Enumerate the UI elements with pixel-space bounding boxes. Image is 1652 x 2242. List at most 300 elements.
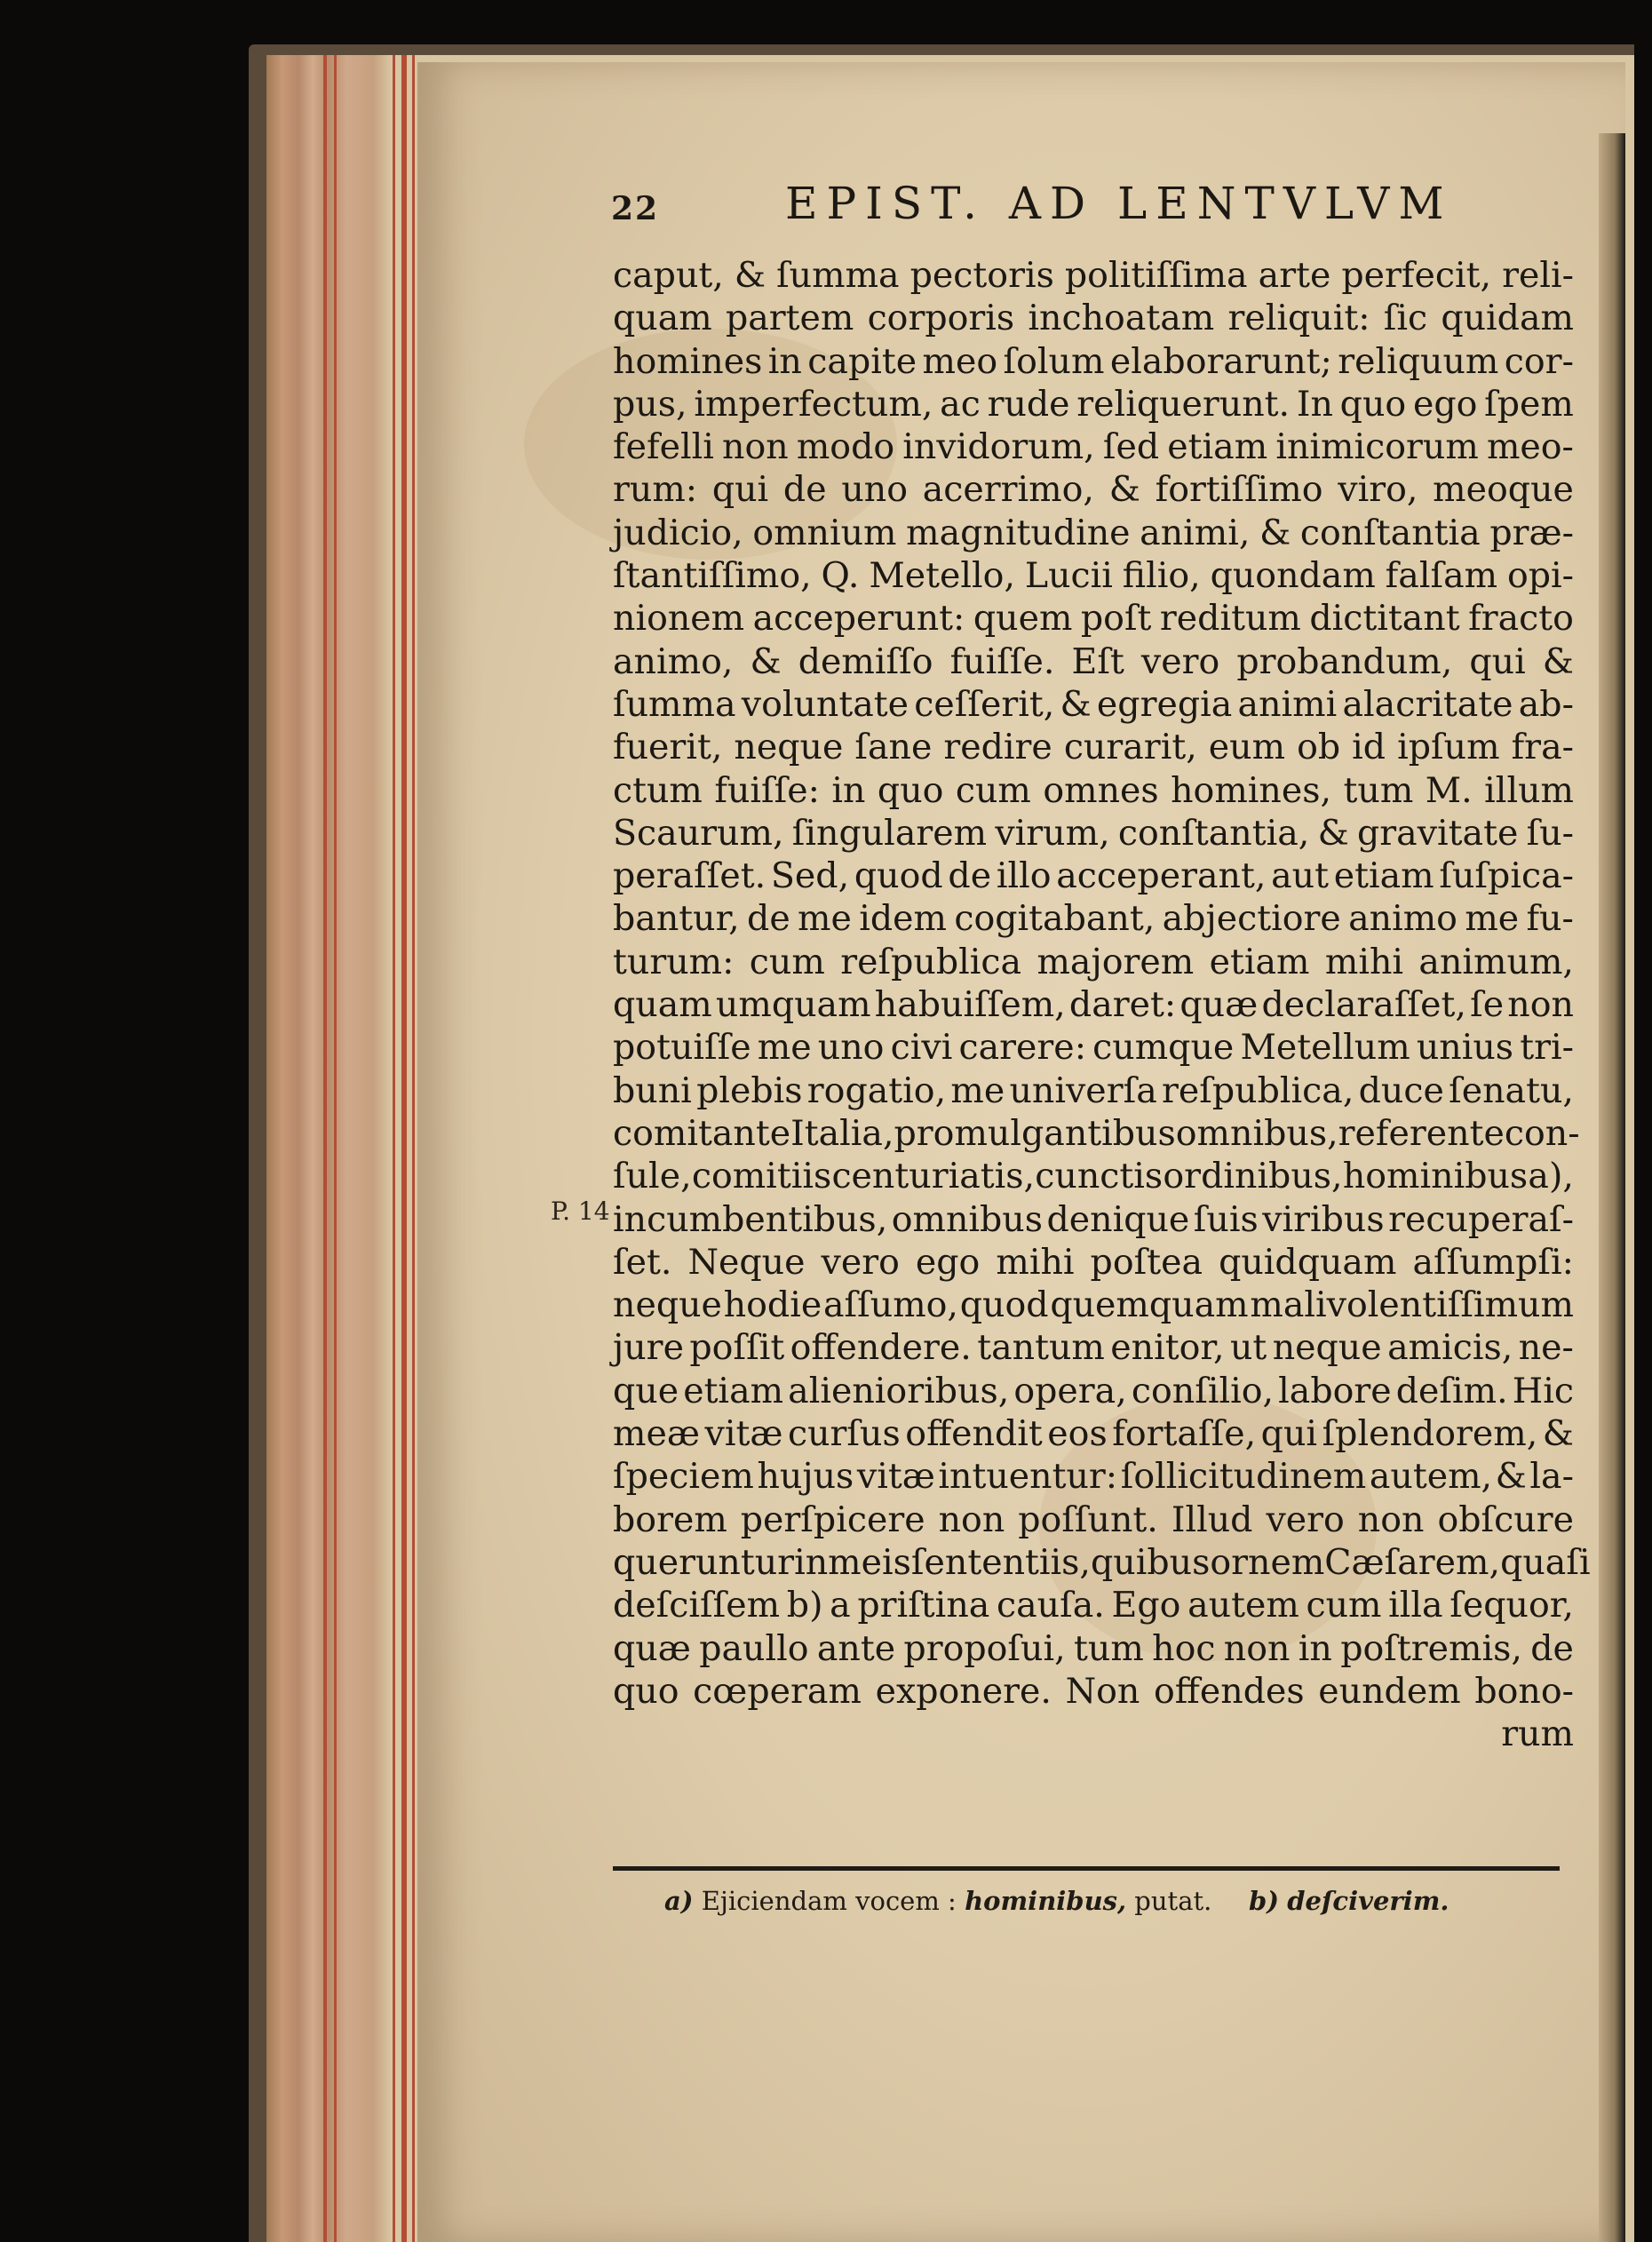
word: opi- [1506,555,1574,597]
word: ſententiis, [910,1541,1091,1583]
word: ſenatu, [1449,1069,1574,1111]
word: quam [613,298,712,339]
word: dictitant [1309,598,1460,640]
word: vitæ [856,1456,935,1498]
word: denique [1046,1198,1190,1240]
word: borem [613,1499,727,1540]
word: referente [1338,1112,1505,1154]
word: poſtremis, [1340,1627,1522,1669]
footnotes [664,1886,1464,1930]
text-line [613,941,1574,983]
word: ſingularem [791,812,988,854]
word: Italia, [790,1112,894,1154]
word: non [722,426,789,468]
word: nionem [613,598,745,640]
word: umquam [715,984,871,1026]
word: duce [1358,1069,1444,1111]
word: & [1542,1413,1574,1455]
word: conſilio, [1131,1370,1275,1411]
word: politiſſima [1064,255,1248,296]
word: Neque [687,1241,806,1283]
word: in [831,769,866,811]
word: cum [1306,1585,1382,1626]
word: curſus [787,1413,901,1455]
word: ſollicitudinem [1120,1456,1367,1498]
text-line [613,1713,1574,1755]
word: imperfectum, [694,383,933,425]
word: comitiis [691,1156,832,1197]
word: quam [613,984,712,1026]
word: quaſi [1500,1541,1591,1583]
word: ſane [854,727,933,768]
word: gravitate [1357,812,1519,854]
word: Metellum [1240,1027,1410,1069]
word: omnibus, [1175,1112,1338,1154]
word: conſtantia [1299,512,1481,553]
text-line [613,1584,1574,1626]
word: omnibus [891,1198,1044,1240]
word: curarit, [1063,727,1197,768]
word: me [950,1069,1005,1111]
word: b) [786,1585,823,1626]
word: demiſſo [798,640,933,682]
word: ego [915,1241,981,1283]
page-gutter-right [1599,133,1625,2242]
word: ſpeciem [613,1456,754,1498]
word: pectoris [909,255,1054,296]
word: elaborarunt; [1109,340,1332,382]
word: animo, [613,640,734,682]
body-text [613,254,1591,1755]
word: ſet. [613,1241,672,1283]
word: meæ [613,1413,700,1455]
word: reliquum [1338,340,1499,382]
word: Metello, [869,555,1016,597]
word: Sed, [770,855,850,897]
text-line [613,1155,1574,1197]
word: illa [1388,1585,1443,1626]
word: reſpublica [840,941,1022,982]
word: carere: [958,1027,1086,1069]
word: alienioribus, [788,1370,1010,1411]
word: tri- [1520,1027,1574,1069]
word: fortaſſe, [1112,1413,1257,1455]
text-line [613,597,1574,640]
word: exponere. [875,1670,1052,1712]
word: ordinibus, [1163,1156,1343,1197]
word: uno [841,469,908,511]
word: fortiſſimo [1155,469,1323,511]
text-line [613,855,1574,897]
word: potuiſſe [613,1027,751,1069]
word: in [1298,1627,1332,1669]
word: quondam [1210,555,1376,597]
word: de [747,898,790,940]
word: probandum, [1236,640,1453,682]
text-line [613,383,1574,425]
word: reditum [1159,598,1301,640]
word: arte [1258,255,1331,296]
text-line [613,1026,1574,1069]
page-header [611,178,1453,258]
page-number: 22 [611,190,660,227]
text-line [613,425,1574,468]
word: cum [749,941,825,982]
word: poſt [1080,598,1152,640]
text-line [613,897,1574,940]
word: me [798,898,852,940]
word: meis [828,1541,911,1583]
word: cauſa. [996,1585,1105,1626]
word: & [1317,812,1349,854]
text-line [613,254,1574,297]
word: meoque [1433,469,1574,511]
word: promulgantibus [894,1112,1176,1154]
text-line [613,554,1574,597]
word: offendes [1154,1670,1305,1712]
word: bantur, [613,898,740,940]
word: majorem [1036,941,1195,982]
text-line [613,640,1574,683]
word: & [734,255,766,296]
word: fracto [1468,598,1574,640]
text-line [613,1069,1574,1112]
word: & [1108,469,1140,511]
word: rude [987,383,1070,425]
text-line [613,1326,1574,1369]
word: peraſſet. [613,855,766,897]
word: deſciſſem [613,1585,781,1626]
word: turum: [613,941,735,982]
word: me [1465,898,1520,940]
word: in [767,340,802,382]
word: poſtea [1090,1241,1203,1283]
word: & [750,640,782,682]
word: vero [1140,640,1220,682]
word: Q. [821,555,860,597]
word: que [613,1370,679,1411]
word: intuentur: [938,1456,1118,1498]
footnote-rule [613,1866,1560,1871]
word: obſcure [1437,1499,1574,1540]
word: magnitudine [906,512,1131,553]
word: uno [817,1027,885,1069]
text-line [613,468,1574,511]
word: aut [1271,855,1329,897]
word: fu- [1526,898,1574,940]
footnote-a: a) Ejiciendam vocem : hominibus, putat. [664,1886,1212,1916]
word: unius [1416,1027,1514,1069]
word: Scaurum, [613,812,784,854]
word: perfecit, [1341,255,1492,296]
word: habuiſſem, [874,984,1066,1026]
word: pus, [613,383,687,425]
word: id [1352,727,1386,768]
word: deſim. [1395,1370,1508,1411]
word: ſuſpica- [1439,855,1574,897]
word: præ- [1489,512,1574,553]
word: Non [1065,1670,1140,1712]
text-line [613,297,1574,339]
word: conſtantia, [1117,812,1310,854]
word: ſuis [1193,1198,1259,1240]
word: neque [613,1284,722,1326]
red-edge-line [401,55,407,2242]
word: invidorum, [902,426,1095,468]
word: non [1507,984,1574,1026]
word: In [1296,383,1333,425]
word: etiam [1167,426,1268,468]
word: aſſumpſi: [1412,1241,1574,1283]
text-line [613,1412,1574,1455]
word: offendere. [790,1327,972,1369]
word: ſic [1383,298,1428,339]
word: poſſunt. [1018,1499,1158,1540]
word: in [794,1541,829,1583]
word: viribus [1262,1198,1385,1240]
word: quæ [613,1627,691,1669]
word: quo [877,769,944,811]
word: de [948,855,992,897]
word: ctum [613,769,703,811]
word: quo [613,1670,679,1712]
word: fra- [1511,727,1574,768]
word: quod [959,1284,1049,1326]
word: quem [973,598,1073,640]
word: enitor, [1110,1327,1225,1369]
word: ſolum [1003,340,1105,382]
word: filio, [1122,555,1201,597]
word: me [757,1027,812,1069]
word: cumque [1092,1027,1235,1069]
text-line [613,769,1574,812]
word: hominibus [1342,1156,1529,1197]
word: queruntur [613,1541,795,1583]
word: inchoatam [1028,298,1215,339]
word: omnium [752,512,897,553]
word: & [1495,1456,1527,1498]
word: redire [943,727,1052,768]
text-line [613,1198,1574,1241]
word: quæ [1179,984,1259,1026]
word: alacritate [1342,683,1513,725]
word: civi [890,1027,953,1069]
word: a), [1528,1156,1574,1197]
word: ſpem [1484,383,1574,425]
margin-note: P. 14 [551,1197,610,1226]
word: de [782,469,827,511]
word: etiam [683,1370,784,1411]
text-line [613,1241,1574,1284]
word: hoc [1152,1627,1216,1669]
word: amicis, [1387,1327,1513,1369]
word: modo [796,426,895,468]
word: quod [854,855,943,897]
word: hujus [757,1456,854,1498]
word: M. [1425,769,1473,811]
word: ſumma [613,683,736,725]
word: vitæ [704,1413,783,1455]
word: univerſa [1009,1069,1157,1111]
text-line [613,1455,1574,1498]
word: cogitabant, [954,898,1156,940]
word: quibus [1090,1541,1211,1583]
word: cor- [1504,340,1574,382]
word: opera, [1013,1370,1127,1411]
word: fefelli [613,426,714,468]
word: quidam [1441,298,1574,339]
word: egregia [1096,683,1233,725]
word: comitante [613,1112,791,1154]
word: autem [1187,1585,1299,1626]
word: ut [1229,1327,1267,1369]
red-edge-line [393,55,395,2242]
word: reſpublica, [1162,1069,1354,1111]
word: qui [711,469,769,511]
word: Hic [1512,1370,1574,1411]
word: qui [1260,1413,1318,1455]
word: reliquit: [1227,298,1370,339]
word: hodie [723,1284,822,1326]
word: centuriatis, [831,1156,1036,1197]
word: quo [1339,383,1407,425]
word: non [1357,1499,1425,1540]
word: Illud [1171,1499,1253,1540]
text-line [613,512,1574,554]
word: aſſumo, [822,1284,958,1326]
word: homines [613,340,763,382]
text-line [613,683,1574,726]
word: ego [1412,383,1478,425]
word: ſe [1470,984,1505,1026]
word: etiam [1209,941,1310,982]
word: reliquerunt. [1076,383,1291,425]
word: neque [1272,1327,1382,1369]
word: tum [1074,1627,1144,1669]
word: daret: [1068,984,1177,1026]
word: malivolentiſſimum [1250,1284,1574,1326]
word: ſequor, [1449,1585,1574,1626]
word: eundem [1318,1670,1461,1712]
word: propoſui, [903,1627,1066,1669]
word: non [938,1499,1005,1540]
word: tantum [977,1327,1105,1369]
text-line [613,340,1574,383]
word: fuerit, [613,727,723,768]
word: abjectiore [1162,898,1341,940]
word: eos [1047,1413,1108,1455]
text-line [613,1541,1591,1584]
word: Ego [1111,1585,1181,1626]
running-head: EPIST. AD LENTVLVM [785,178,1453,229]
word: cum [955,769,1031,811]
word: ſplendorem, [1322,1413,1538,1455]
word: vero [821,1241,900,1283]
word: quidquam [1219,1241,1397,1283]
word: quemquam [1050,1284,1249,1326]
word: meo [922,340,998,382]
word: illum [1484,769,1574,811]
word: ipſum [1397,727,1500,768]
word: falſam [1385,555,1498,597]
word: acceperunt: [752,598,965,640]
word: con- [1504,1112,1580,1154]
word: etiam [1333,855,1434,897]
text-line [613,983,1574,1026]
red-edge-line [323,55,327,2242]
text-line [613,726,1574,768]
word: ſule, [613,1156,692,1197]
word: Eſt [1071,640,1124,682]
word: qui [1469,640,1526,682]
word: judicio, [613,512,743,553]
word: buni [613,1069,692,1111]
text-line [613,1499,1574,1541]
word: a [830,1585,851,1626]
word: viro, [1338,469,1418,511]
word: eum [1208,727,1286,768]
word: ceſſerit, [914,683,1055,725]
word: acceperant, [1056,855,1267,897]
word: la- [1529,1456,1574,1498]
word: ab- [1518,683,1574,725]
text-line [613,1370,1574,1412]
word: ſu- [1526,812,1574,854]
word: caput, [613,255,724,296]
word: ac [940,383,981,425]
word: vero [1266,1499,1345,1540]
word: idem [859,898,947,940]
word: acerrimo, [922,469,1094,511]
word: illo [996,855,1052,897]
word: de [1530,1627,1574,1669]
word: animi [1237,683,1338,725]
word: declaraſſet, [1261,984,1466,1026]
word: non [1223,1627,1291,1669]
word: virum, [995,812,1110,854]
word: inimicorum [1275,426,1479,468]
word: fuiſſe: [714,769,820,811]
word: labore [1278,1370,1392,1411]
word: autem, [1369,1456,1493,1498]
word: fuiſſe. [949,640,1055,682]
word: plebis [696,1069,803,1111]
word: reli- [1502,255,1574,296]
word: ne- [1518,1327,1574,1369]
word: & [1060,683,1092,725]
word: & [1542,640,1574,682]
word: recuperaſ- [1388,1198,1574,1240]
word: cunctis [1035,1156,1164,1197]
word: poſſit [689,1327,785,1369]
word: ante [816,1627,896,1669]
word: meo- [1486,426,1574,468]
text-line [613,812,1574,855]
word: corporis [867,298,1015,339]
word: mihi [996,1241,1075,1283]
word: bono- [1474,1670,1574,1712]
text-line [613,1112,1580,1155]
word: homines, [1171,769,1332,811]
word: partem [725,298,854,339]
word: cœperam [693,1670,862,1712]
word: priſtina [857,1585,990,1626]
word: ſed [1102,426,1160,468]
text-line [613,1284,1574,1326]
word: offendit [905,1413,1043,1455]
word: rum [1501,1713,1574,1755]
word: paullo [699,1627,809,1669]
